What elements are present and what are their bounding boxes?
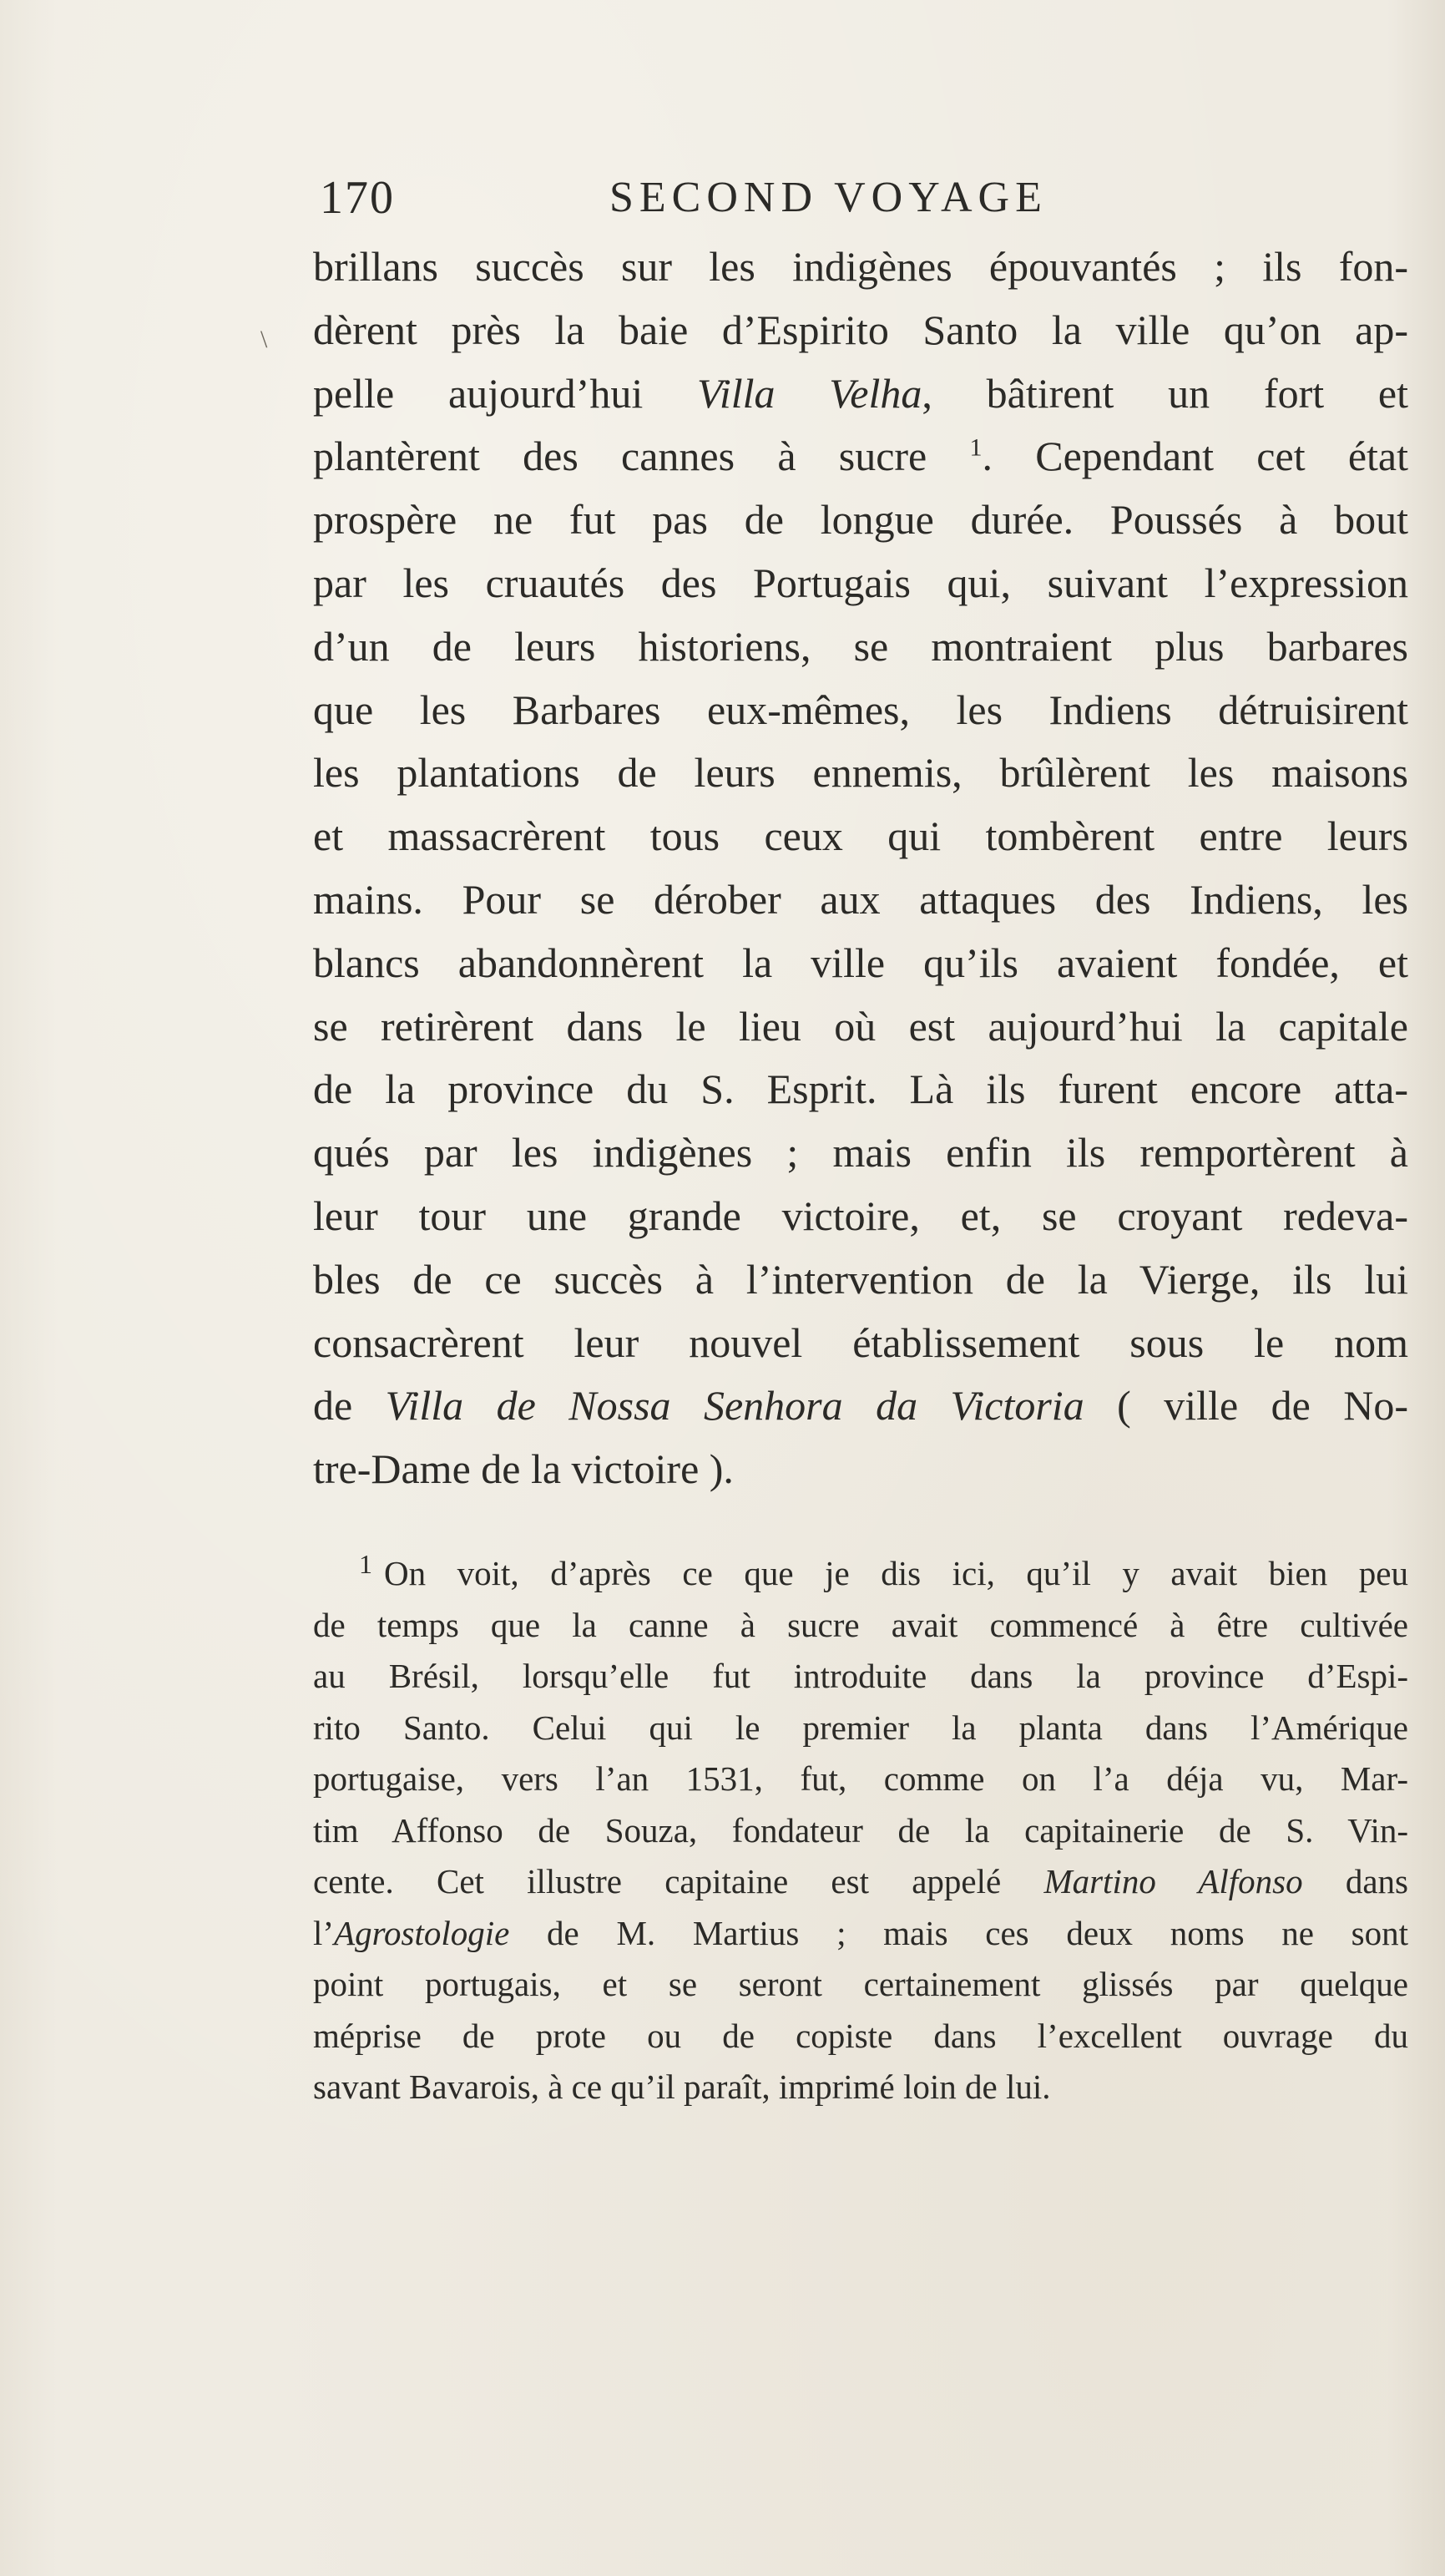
page-header xyxy=(313,169,1114,227)
footnote-line: méprise de prote ou de copiste dans l’excellent ouvrage du xyxy=(313,2016,1408,2055)
place-name-italic: Villa Velha xyxy=(697,369,922,417)
footnote-line xyxy=(313,1548,1408,1600)
text-line: se retirèrent dans le lieu où est aujourd’hui la capitale xyxy=(313,1002,1408,1050)
text-line: tre-Dame de la victoire ). xyxy=(313,1445,734,1493)
text-line xyxy=(313,362,1408,426)
text-run: dans xyxy=(1302,1862,1408,1900)
footnote-line: tim Affonso de Souza, fondateur de la capitainerie de S. Vin- xyxy=(313,1810,1408,1850)
text-line: bles de ce succès à l’intervention de la Vierge, ils lui xyxy=(313,1255,1408,1303)
text-line: blancs abandonnèrent la ville qu’ils avaient fondée, et xyxy=(313,939,1408,986)
footnote-line: savant Bavarois, à ce qu’il paraît, imprimé loin de lui. xyxy=(313,2067,1051,2106)
footnote-marker: 1 xyxy=(359,1549,372,1579)
text-run: de M. Martius ; mais ces deux noms ne sont xyxy=(509,1913,1408,1952)
text-run: plantèrent des cannes à sucre xyxy=(313,433,970,480)
text-run: de xyxy=(313,1382,386,1430)
text-run: On voit, d’après ce que je dis ici, qu’il y avait bien peu xyxy=(384,1554,1408,1592)
text-line xyxy=(313,1374,1408,1438)
text-run: . Cependant cet état xyxy=(982,433,1408,480)
name-italic: Martino Alfonso xyxy=(1043,1862,1303,1900)
text-run: l’ xyxy=(313,1913,335,1952)
footnote-line: au Brésil, lorsqu’elle fut introduite dans la province d’Espi- xyxy=(313,1657,1408,1695)
text-line: consacrèrent leur nouvel établissement sous le nom xyxy=(313,1318,1408,1366)
text-line: de la province du S. Esprit. Là ils furent encore atta- xyxy=(313,1065,1408,1113)
page-number: 170 xyxy=(320,172,395,224)
margin-mark: \ xyxy=(260,326,268,353)
footnote-line: portugaise, vers l’an 1531, fut, comme on l’a déja vu, Mar- xyxy=(313,1759,1408,1798)
footnote-reference: 1 xyxy=(969,433,983,462)
text-line: les plantations de leurs ennemis, brûlèrent les maisons xyxy=(313,749,1408,797)
footnote-line xyxy=(313,1856,1408,1908)
place-name-italic: Villa de Nossa Senhora da Victoria xyxy=(385,1382,1084,1430)
text-line: par les cruautés des Portugais qui, suivant l’expression xyxy=(313,559,1408,606)
text-line: et massacrèrent tous ceux qui tombèrent entre leurs xyxy=(313,812,1408,860)
text-line: d’un de leurs historiens, se montraient plus barbares xyxy=(313,622,1408,670)
footnote-line: de temps que la canne à sucre avait commencé à être cultivée xyxy=(313,1605,1408,1644)
book-title-italic: Agrostologie xyxy=(334,1913,510,1952)
text-line: mains. Pour se dérober aux attaques des Indiens, les xyxy=(313,875,1408,923)
footnote-line: point portugais, et se seront certainement glissés par quelque xyxy=(313,1965,1408,2003)
footnote-line xyxy=(313,1908,1408,1960)
text-line: prospère ne fut pas de longue durée. Poussés à bout xyxy=(313,496,1408,544)
text-line: brillans succès sur les indigènes épouvantés ; ils fon- xyxy=(313,243,1408,290)
text-run: , bâtirent un fort et xyxy=(922,369,1408,417)
text-line: dèrent près la baie d’Espirito Santo la ville qu’on ap- xyxy=(313,306,1408,353)
text-run: cente. Cet illustre capitaine est appelé xyxy=(313,1862,1044,1900)
text-run: ( ville de No- xyxy=(1084,1382,1408,1430)
footnote xyxy=(313,1548,1408,2113)
text-line: leur tour une grande victoire, et, se croyant redeva- xyxy=(313,1192,1408,1239)
running-title: SECOND VOYAGE xyxy=(609,174,1048,221)
body-text xyxy=(313,235,1408,1501)
text-run: pelle aujourd’hui xyxy=(313,369,698,417)
footnote-line: rito Santo. Celui qui le premier la planta dans l’Amérique xyxy=(313,1708,1408,1747)
text-line xyxy=(313,425,1408,488)
text-line: qués par les indigènes ; mais enfin ils remportèrent à xyxy=(313,1129,1408,1177)
text-line: que les Barbares eux-mêmes, les Indiens détruisirent xyxy=(313,686,1408,733)
